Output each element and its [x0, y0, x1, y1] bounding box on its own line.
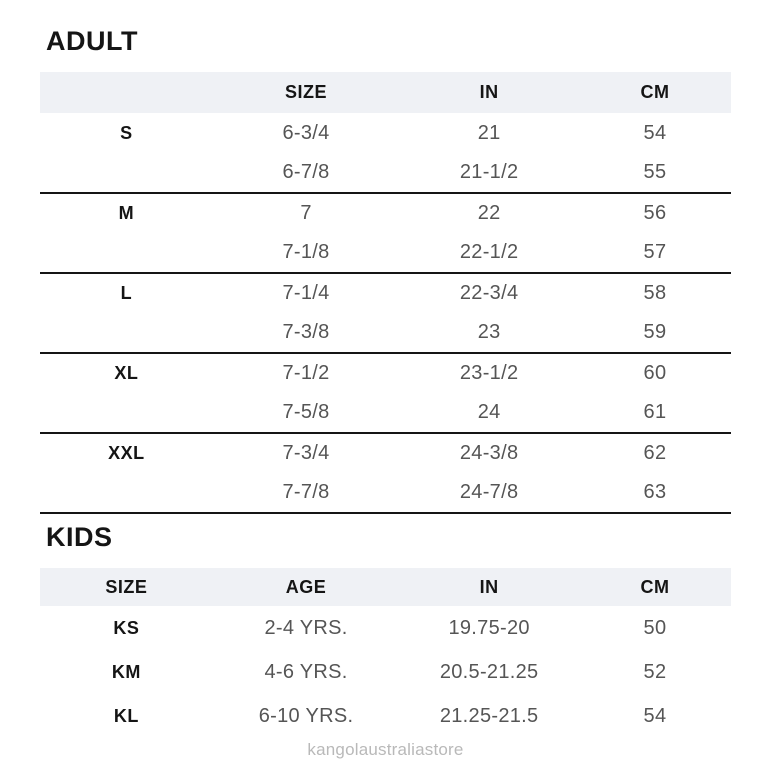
cell-in: 19.75-20 [448, 616, 530, 639]
table-row [40, 606, 731, 650]
table-row [40, 313, 731, 353]
cell-in: 22 [477, 202, 501, 225]
size-label-blank [40, 233, 213, 273]
adult-table-header-row [40, 72, 731, 113]
column-header-blank [40, 72, 213, 113]
cell-age: 6-10 YRS. [258, 704, 354, 727]
kids-section-title: KIDS [46, 522, 113, 553]
cell-in: 21 [477, 121, 501, 144]
cell-cm: 63 [579, 473, 731, 513]
cell-in: 24-7/8 [399, 473, 579, 513]
cell-cm: 61 [579, 393, 731, 433]
adult-size-table [40, 72, 731, 514]
cell-in: 23 [399, 313, 579, 353]
cell-in: 23-1/2 [459, 362, 519, 385]
cell-size: 6-7/8 [213, 153, 400, 193]
column-header-size: SIZE [213, 72, 400, 113]
column-header-in: IN [399, 72, 579, 113]
cell-in: 22-3/4 [459, 282, 519, 305]
cell-size: 7-1/8 [213, 233, 400, 273]
cell-age: 4-6 YRS. [264, 660, 348, 683]
kids-section [40, 522, 731, 738]
size-label-blank [40, 153, 213, 193]
size-label-l: L [120, 283, 133, 304]
size-label-xl: XL [114, 363, 139, 384]
column-header-size: SIZE [40, 568, 213, 606]
kids-table-header-row [40, 568, 731, 606]
size-label-km: KM [111, 661, 141, 682]
table-row [40, 650, 731, 694]
adult-section [40, 26, 731, 514]
cell-in: 21-1/2 [399, 153, 579, 193]
cell-cm: 52 [643, 660, 667, 683]
table-row [40, 273, 731, 313]
column-header-age: AGE [213, 568, 400, 606]
table-row [40, 193, 731, 233]
size-label-blank [40, 313, 213, 353]
cell-size: 6-3/4 [282, 121, 330, 144]
adult-section-title: ADULT [46, 26, 138, 56]
table-row [40, 233, 731, 273]
column-header-cm: CM [579, 72, 731, 113]
cell-size: 7-1/2 [282, 362, 330, 385]
cell-cm: 62 [643, 442, 667, 465]
store-watermark: kangolaustraliastore [307, 740, 464, 760]
size-label-blank [40, 393, 213, 433]
table-row [40, 433, 731, 473]
size-label-m: M [118, 203, 135, 224]
kids-size-table [40, 568, 731, 738]
table-row [40, 353, 731, 393]
cell-cm: 50 [643, 616, 667, 639]
table-row [40, 153, 731, 193]
cell-in: 22-1/2 [399, 233, 579, 273]
size-label-xxl: XXL [108, 443, 145, 464]
table-row [40, 694, 731, 738]
table-row [40, 393, 731, 433]
cell-size: 7-5/8 [213, 393, 400, 433]
table-row [40, 473, 731, 513]
cell-in: 20.5-21.25 [439, 660, 539, 683]
column-header-cm: CM [579, 568, 731, 606]
cell-age: 2-4 YRS. [264, 616, 348, 639]
cell-cm: 58 [643, 282, 667, 305]
cell-size: 7-3/4 [282, 442, 330, 465]
cell-cm: 57 [579, 233, 731, 273]
cell-in: 24 [399, 393, 579, 433]
size-label-ks: KS [113, 617, 140, 638]
cell-cm: 56 [643, 202, 667, 225]
cell-in: 24-3/8 [459, 442, 519, 465]
cell-size: 7-1/4 [282, 282, 330, 305]
cell-cm: 55 [579, 153, 731, 193]
cell-size: 7-7/8 [213, 473, 400, 513]
cell-size: 7 [300, 202, 312, 225]
table-row [40, 113, 731, 153]
cell-cm: 54 [643, 704, 667, 727]
cell-cm: 60 [643, 362, 667, 385]
size-label-blank [40, 473, 213, 513]
cell-size: 7-3/8 [213, 313, 400, 353]
size-label-kl: KL [113, 705, 139, 726]
cell-cm: 54 [643, 121, 667, 144]
size-label-s: S [120, 122, 133, 143]
cell-in: 21.25-21.5 [439, 704, 539, 727]
cell-cm: 59 [579, 313, 731, 353]
column-header-in: IN [399, 568, 579, 606]
